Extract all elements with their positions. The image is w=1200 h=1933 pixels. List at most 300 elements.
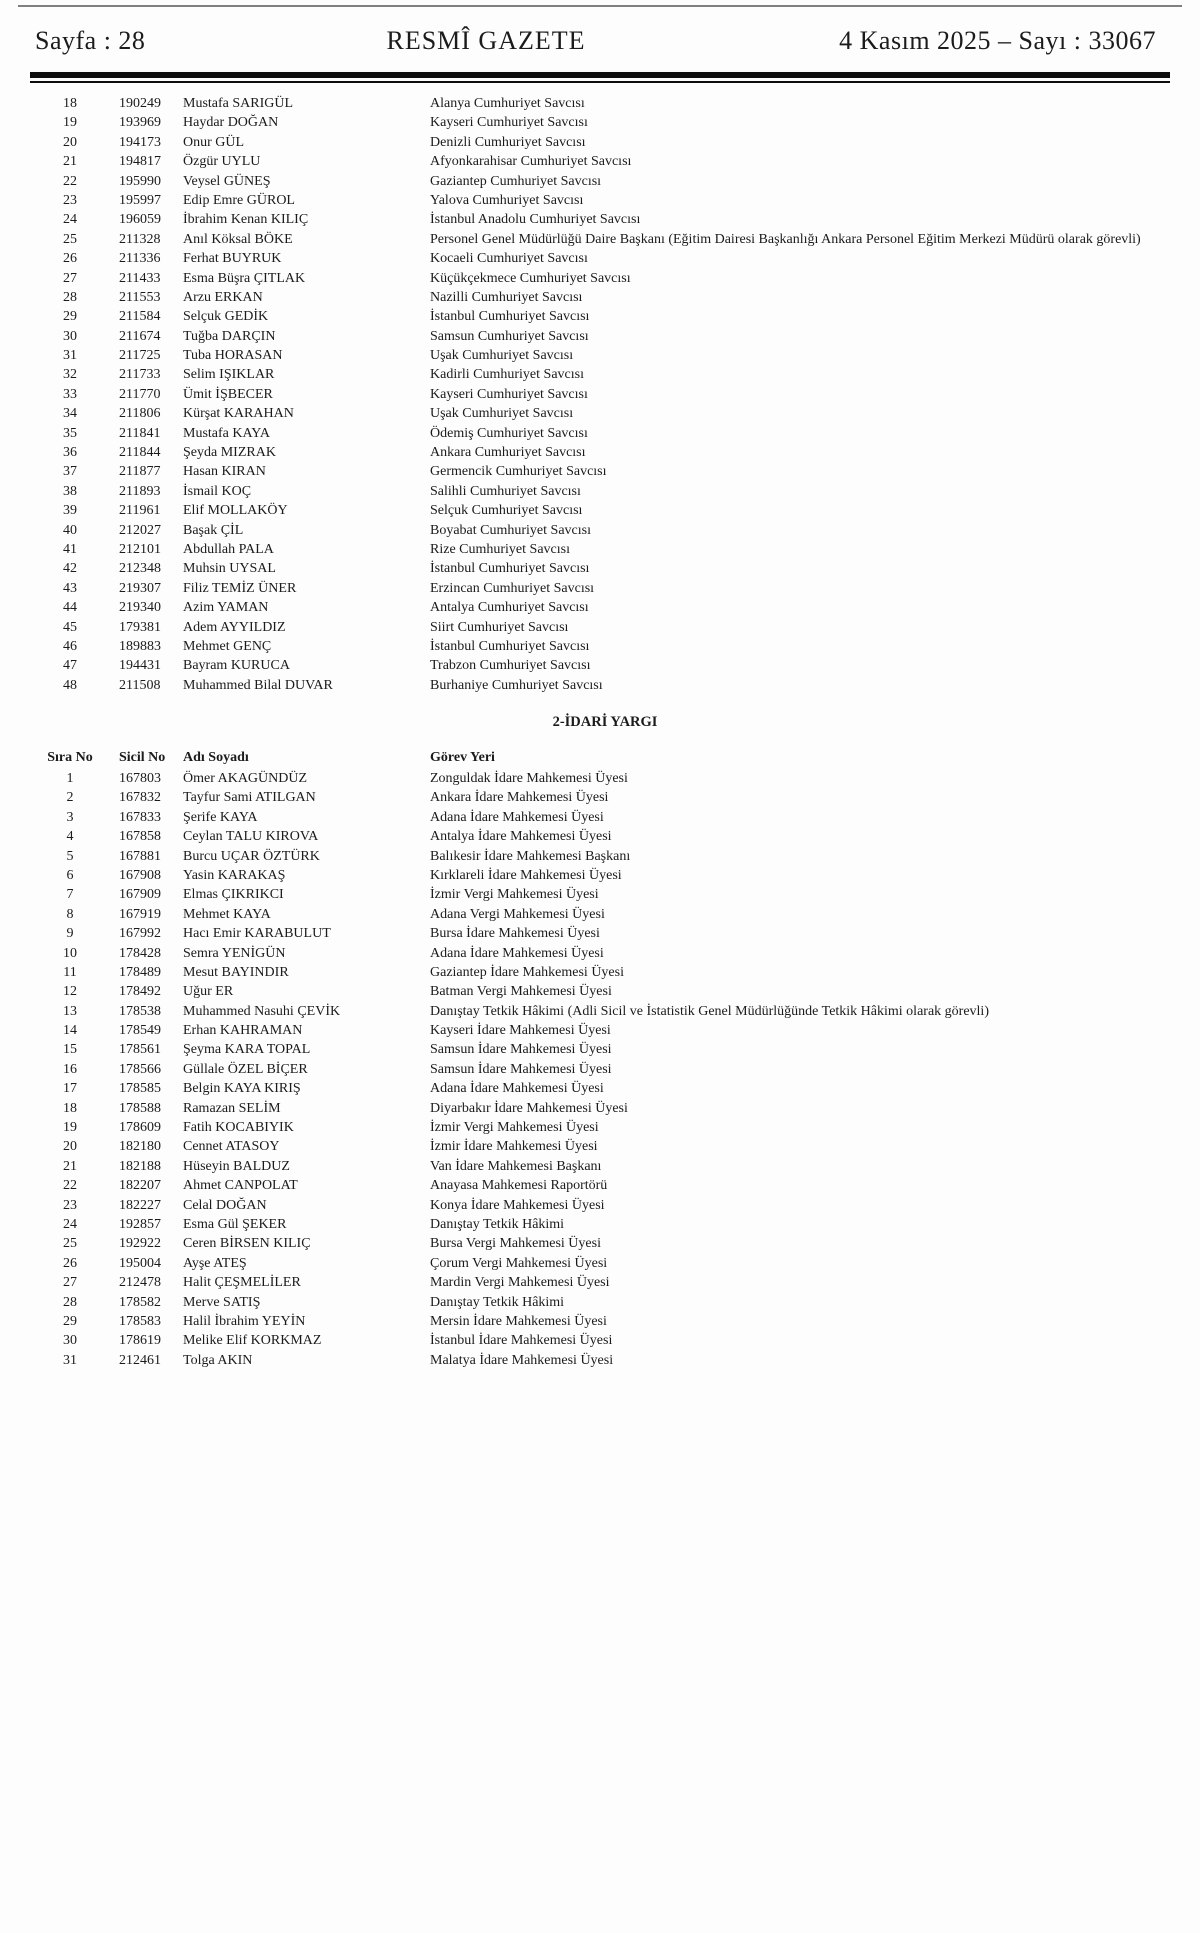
row-name: İsmail KOÇ — [183, 483, 252, 499]
row-duty: İstanbul Anadolu Cumhuriyet Savcısı — [430, 212, 641, 228]
row-duty: Samsun İdare Mahkemesi Üyesi — [430, 1061, 612, 1077]
row-sicil: 167908 — [119, 867, 161, 883]
row-duty: Yalova Cumhuriyet Savcısı — [430, 192, 584, 208]
row-duty: Kırklareli İdare Mahkemesi Üyesi — [430, 867, 622, 883]
row-sicil: 179381 — [119, 619, 161, 635]
table-row — [0, 788, 1200, 807]
row-duty: Adana İdare Mahkemesi Üyesi — [430, 945, 604, 961]
column-header-sicil-no: Sicil No — [119, 750, 166, 765]
row-no: 32 — [63, 367, 77, 383]
row-no: 41 — [63, 541, 77, 557]
table-row — [0, 172, 1200, 191]
row-sicil: 178585 — [119, 1081, 161, 1097]
row-sicil: 219340 — [119, 600, 161, 616]
table-row — [0, 1137, 1200, 1156]
row-name: Tuba HORASAN — [183, 348, 283, 364]
row-sicil: 178549 — [119, 1023, 161, 1039]
table-row — [0, 637, 1200, 656]
row-name: Arzu ERKAN — [183, 289, 263, 305]
table-row — [0, 327, 1200, 346]
row-duty: Bursa İdare Mahkemesi Üyesi — [430, 926, 600, 942]
row-no: 17 — [63, 1081, 77, 1097]
table-row — [0, 269, 1200, 288]
row-name: Ceren BİRSEN KILIÇ — [183, 1236, 311, 1252]
table-row — [0, 152, 1200, 171]
row-name: Esma Gül ŞEKER — [183, 1216, 287, 1232]
row-no: 43 — [63, 580, 77, 596]
row-sicil: 178492 — [119, 984, 161, 1000]
table-row — [0, 133, 1200, 152]
column-header-gorev-yeri: Görev Yeri — [430, 750, 495, 765]
row-duty: Alanya Cumhuriyet Savcısı — [430, 96, 585, 111]
row-no: 9 — [66, 926, 74, 942]
row-no: 26 — [63, 251, 77, 267]
table-row — [0, 559, 1200, 578]
row-duty: Danıştay Tetkik Hâkimi — [430, 1216, 565, 1232]
table-row — [0, 676, 1200, 695]
table-row — [0, 847, 1200, 866]
row-sicil: 211844 — [119, 445, 161, 461]
row-sicil: 195997 — [119, 192, 161, 208]
row-name: Fatih KOCABIYIK — [183, 1120, 294, 1136]
row-duty: İstanbul Cumhuriyet Savcısı — [430, 309, 590, 325]
row-sicil: 192857 — [119, 1216, 161, 1232]
row-duty: Denizli Cumhuriyet Savcısı — [430, 134, 586, 150]
row-no: 29 — [63, 309, 77, 325]
row-duty: Burhaniye Cumhuriyet Savcısı — [430, 677, 603, 693]
row-sicil: 178428 — [119, 945, 161, 961]
row-name: Azim YAMAN — [183, 600, 269, 616]
row-duty: Anayasa Mahkemesi Raportörü — [430, 1178, 608, 1194]
row-no: 21 — [63, 1158, 77, 1174]
row-duty: İstanbul Cumhuriyet Savcısı — [430, 638, 590, 654]
row-no: 2 — [66, 790, 74, 806]
table-row — [0, 365, 1200, 384]
table-row — [0, 1079, 1200, 1098]
row-no: 31 — [63, 1352, 77, 1368]
row-sicil: 193969 — [119, 115, 161, 131]
row-name: Merve SATIŞ — [183, 1294, 261, 1310]
row-sicil: 190249 — [119, 96, 161, 111]
row-name: Abdullah PALA — [183, 541, 274, 557]
row-duty: Salihli Cumhuriyet Savcısı — [430, 483, 581, 499]
row-no: 21 — [63, 154, 77, 170]
row-sicil: 167909 — [119, 887, 161, 903]
table-header-row — [0, 748, 1200, 767]
row-duty: Çorum Vergi Mahkemesi Üyesi — [430, 1255, 608, 1271]
table-row — [0, 1312, 1200, 1331]
table-row — [0, 1176, 1200, 1195]
row-duty: Ankara İdare Mahkemesi Üyesi — [430, 790, 609, 806]
row-no: 13 — [63, 1003, 77, 1019]
row-no: 27 — [63, 1275, 77, 1291]
row-duty: Kayseri Cumhuriyet Savcısı — [430, 115, 588, 131]
row-no: 35 — [63, 425, 77, 441]
row-name: Onur GÜL — [183, 134, 245, 150]
row-duty: Zonguldak İdare Mahkemesi Üyesi — [430, 771, 628, 786]
row-name: Ömer AKAGÜNDÜZ — [183, 771, 308, 786]
table-row — [0, 1099, 1200, 1118]
row-duty: Malatya İdare Mahkemesi Üyesi — [430, 1352, 614, 1368]
row-name: Anıl Köksal BÖKE — [183, 231, 293, 247]
row-name: Selçuk GEDİK — [183, 309, 269, 325]
table-row — [0, 404, 1200, 423]
row-name: Hacı Emir KARABULUT — [183, 926, 331, 942]
row-duty: Küçükçekmece Cumhuriyet Savcısı — [430, 270, 631, 286]
row-no: 14 — [63, 1023, 77, 1039]
row-duty: Balıkesir İdare Mahkemesi Başkanı — [430, 848, 631, 864]
row-name: Şerife KAYA — [183, 809, 258, 825]
row-name: Selim IŞIKLAR — [183, 367, 275, 383]
row-no: 44 — [63, 600, 77, 616]
table-row — [0, 307, 1200, 326]
row-no: 28 — [63, 289, 77, 305]
scan-artifact-line — [18, 5, 1182, 7]
row-sicil: 211841 — [119, 425, 161, 441]
row-duty: Kadirli Cumhuriyet Savcısı — [430, 367, 584, 383]
row-duty: Mardin Vergi Mahkemesi Üyesi — [430, 1275, 610, 1291]
row-sicil: 194173 — [119, 134, 161, 150]
table-row — [0, 230, 1200, 249]
row-duty: Erzincan Cumhuriyet Savcısı — [430, 580, 595, 596]
row-name: Şeyma KARA TOPAL — [183, 1042, 311, 1058]
row-name: Ahmet CANPOLAT — [183, 1178, 298, 1194]
table-row — [0, 1196, 1200, 1215]
row-sicil: 196059 — [119, 212, 161, 228]
row-no: 34 — [63, 406, 77, 422]
row-no: 30 — [63, 1333, 77, 1349]
table-row — [0, 1002, 1200, 1021]
row-sicil: 195004 — [119, 1255, 161, 1271]
row-sicil: 211733 — [119, 367, 161, 383]
row-sicil: 211877 — [119, 464, 161, 480]
row-no: 8 — [66, 906, 74, 922]
table-row — [0, 346, 1200, 365]
gazette-title: RESMÎ GAZETE — [386, 26, 586, 55]
table-row — [0, 443, 1200, 462]
row-no: 18 — [63, 96, 77, 111]
row-no: 24 — [63, 212, 77, 228]
row-sicil: 211584 — [119, 309, 161, 325]
row-no: 26 — [63, 1255, 77, 1271]
row-sicil: 194431 — [119, 658, 161, 674]
row-name: Güllale ÖZEL BİÇER — [183, 1061, 308, 1077]
row-no: 33 — [63, 386, 77, 402]
row-sicil: 211770 — [119, 386, 161, 402]
table-row — [0, 1118, 1200, 1137]
row-name: Burcu UÇAR ÖZTÜRK — [183, 848, 320, 864]
row-duty: Van İdare Mahkemesi Başkanı — [430, 1158, 602, 1174]
row-name: Elmas ÇIKRIKCI — [183, 887, 284, 903]
row-sicil: 178489 — [119, 964, 161, 980]
row-sicil: 178561 — [119, 1042, 161, 1058]
row-name: Haydar DOĞAN — [183, 115, 279, 131]
row-sicil: 178588 — [119, 1100, 161, 1116]
row-sicil: 211893 — [119, 483, 161, 499]
row-name: Şeyda MIZRAK — [183, 445, 276, 461]
table-row — [0, 385, 1200, 404]
row-sicil: 189883 — [119, 638, 161, 654]
row-duty: Danıştay Tetkik Hâkimi — [430, 1294, 565, 1310]
row-duty: Boyabat Cumhuriyet Savcısı — [430, 522, 591, 538]
row-no: 22 — [63, 1178, 77, 1194]
row-no: 20 — [63, 134, 77, 150]
row-no: 23 — [63, 192, 77, 208]
row-no: 28 — [63, 1294, 77, 1310]
row-duty: Antalya İdare Mahkemesi Üyesi — [430, 829, 612, 845]
row-name: Tolga AKIN — [183, 1352, 253, 1368]
row-sicil: 167832 — [119, 790, 161, 806]
row-no: 48 — [63, 677, 77, 693]
row-duty: Adana İdare Mahkemesi Üyesi — [430, 809, 604, 825]
row-duty: Kayseri Cumhuriyet Savcısı — [430, 386, 588, 402]
row-no: 15 — [63, 1042, 77, 1058]
row-name: Mustafa SARIGÜL — [183, 96, 294, 111]
administrative-appointments-table — [0, 769, 1200, 1370]
row-name: Halil İbrahim YEYİN — [183, 1313, 306, 1329]
table-row — [0, 1351, 1200, 1370]
row-name: Ramazan SELİM — [183, 1100, 281, 1116]
row-duty: Rize Cumhuriyet Savcısı — [430, 541, 570, 557]
row-no: 24 — [63, 1216, 77, 1232]
column-header-sira-no: Sıra No — [47, 750, 93, 765]
row-name: Celal DOĞAN — [183, 1197, 267, 1213]
row-duty: İzmir İdare Mahkemesi Üyesi — [430, 1139, 598, 1155]
row-no: 6 — [66, 867, 74, 883]
row-sicil: 182227 — [119, 1197, 161, 1213]
row-no: 38 — [63, 483, 77, 499]
row-sicil: 211328 — [119, 231, 161, 247]
table-row — [0, 1234, 1200, 1253]
table-row — [0, 808, 1200, 827]
masthead-rule-thick — [30, 72, 1170, 78]
row-sicil: 211725 — [119, 348, 161, 364]
row-sicil: 211336 — [119, 251, 161, 267]
row-sicil: 178566 — [119, 1061, 161, 1077]
row-name: Mesut BAYINDIR — [183, 964, 289, 980]
row-duty: Ankara Cumhuriyet Savcısı — [430, 445, 586, 461]
row-no: 23 — [63, 1197, 77, 1213]
row-sicil: 211433 — [119, 270, 161, 286]
table-row — [0, 288, 1200, 307]
row-no: 45 — [63, 619, 77, 635]
row-sicil: 212478 — [119, 1275, 161, 1291]
row-name: İbrahim Kenan KILIÇ — [183, 212, 309, 228]
row-no: 36 — [63, 445, 77, 461]
row-sicil: 211806 — [119, 406, 161, 422]
row-sicil: 182188 — [119, 1158, 161, 1174]
row-name: Melike Elif KORKMAZ — [183, 1333, 322, 1349]
row-duty: İstanbul Cumhuriyet Savcısı — [430, 561, 590, 577]
row-name: Kürşat KARAHAN — [183, 406, 294, 422]
table-row — [0, 963, 1200, 982]
table-row — [0, 501, 1200, 520]
table-row — [0, 769, 1200, 788]
row-no: 12 — [63, 984, 77, 1000]
row-duty: Diyarbakır İdare Mahkemesi Üyesi — [430, 1100, 628, 1116]
row-sicil: 195990 — [119, 173, 161, 189]
issue-date-label: 4 Kasım 2025 – Sayı : 33067 — [839, 26, 1156, 55]
row-duty: Kocaeli Cumhuriyet Savcısı — [430, 251, 588, 267]
row-name: Elif MOLLAKÖY — [183, 503, 288, 519]
row-no: 20 — [63, 1139, 77, 1155]
row-sicil: 178609 — [119, 1120, 161, 1136]
page-number-label: Sayfa : 28 — [35, 26, 146, 55]
row-duty: Uşak Cumhuriyet Savcısı — [430, 348, 574, 364]
row-no: 16 — [63, 1061, 77, 1077]
table-row — [0, 579, 1200, 598]
row-sicil: 167992 — [119, 926, 161, 942]
row-sicil: 192922 — [119, 1236, 161, 1252]
table-row — [0, 191, 1200, 210]
row-duty: Samsun Cumhuriyet Savcısı — [430, 328, 589, 344]
table-row — [0, 866, 1200, 885]
row-duty: Germencik Cumhuriyet Savcısı — [430, 464, 607, 480]
row-no: 40 — [63, 522, 77, 538]
row-sicil: 167881 — [119, 848, 161, 864]
row-sicil: 182180 — [119, 1139, 161, 1155]
row-duty: Antalya Cumhuriyet Savcısı — [430, 600, 589, 616]
table-row — [0, 1331, 1200, 1350]
row-no: 25 — [63, 231, 77, 247]
row-name: Tayfur Sami ATILGAN — [183, 790, 316, 806]
table-row — [0, 618, 1200, 637]
row-no: 27 — [63, 270, 77, 286]
table-row — [0, 1254, 1200, 1273]
row-no: 19 — [63, 115, 77, 131]
row-name: Mehmet KAYA — [183, 906, 271, 922]
row-no: 1 — [66, 771, 74, 786]
row-duty: Adana İdare Mahkemesi Üyesi — [430, 1081, 604, 1097]
table-row — [0, 540, 1200, 559]
judicial-appointments-table — [0, 94, 1200, 695]
row-no: 19 — [63, 1120, 77, 1136]
row-name: Ceylan TALU KIROVA — [183, 829, 319, 845]
table-row — [0, 462, 1200, 481]
row-name: Adem AYYILDIZ — [183, 619, 286, 635]
row-name: Tuğba DARÇIN — [183, 328, 276, 344]
row-name: Hasan KIRAN — [183, 464, 266, 480]
row-name: Özgür UYLU — [183, 154, 261, 170]
table-row — [0, 944, 1200, 963]
row-duty: Danıştay Tetkik Hâkimi (Adli Sicil ve İstatistik Genel Müdürlüğünde Tetkik Hâkimi olarak görevli) — [430, 1003, 989, 1019]
row-no: 39 — [63, 503, 77, 519]
row-sicil: 167803 — [119, 771, 161, 786]
row-name: Muhammed Nasuhi ÇEVİK — [183, 1003, 341, 1019]
masthead-rule-thin — [30, 81, 1170, 83]
row-sicil: 212348 — [119, 561, 161, 577]
row-duty: Adana Vergi Mahkemesi Üyesi — [430, 906, 605, 922]
row-name: Belgin KAYA KIRIŞ — [183, 1081, 301, 1097]
row-duty: Siirt Cumhuriyet Savcısı — [430, 619, 569, 635]
table-row — [0, 1060, 1200, 1079]
row-name: Mustafa KAYA — [183, 425, 270, 441]
row-duty: Gaziantep İdare Mahkemesi Üyesi — [430, 964, 624, 980]
row-sicil: 182207 — [119, 1178, 161, 1194]
row-sicil: 211553 — [119, 289, 161, 305]
table-row — [0, 598, 1200, 617]
section-title-idari-yargi: 2-İDARİ YARGI — [552, 714, 658, 730]
row-duty: Gaziantep Cumhuriyet Savcısı — [430, 173, 602, 189]
row-sicil: 178619 — [119, 1333, 161, 1349]
table-row — [0, 982, 1200, 1001]
row-sicil: 211508 — [119, 677, 161, 693]
row-name: Başak ÇİL — [183, 522, 244, 538]
row-name: Hüseyin BALDUZ — [183, 1158, 290, 1174]
row-duty: Bursa Vergi Mahkemesi Üyesi — [430, 1236, 601, 1252]
row-no: 3 — [66, 809, 74, 825]
table-row — [0, 482, 1200, 501]
row-duty: Personel Genel Müdürlüğü Daire Başkanı (Eğitim Dairesi Başkanlığı Ankara Personel Eğitim Merkezi Müdürü olarak görevli) — [430, 231, 1141, 247]
row-name: Mehmet GENÇ — [183, 638, 272, 654]
row-name: Yasin KARAKAŞ — [183, 867, 286, 883]
row-sicil: 178582 — [119, 1294, 161, 1310]
row-sicil: 178583 — [119, 1313, 161, 1329]
row-name: Cennet ATASOY — [183, 1139, 280, 1155]
column-header-adi-soyadi: Adı Soyadı — [183, 750, 249, 765]
table-row — [0, 1021, 1200, 1040]
row-no: 22 — [63, 173, 77, 189]
row-no: 29 — [63, 1313, 77, 1329]
row-duty: İzmir Vergi Mahkemesi Üyesi — [430, 1120, 599, 1136]
row-sicil: 178538 — [119, 1003, 161, 1019]
table-row — [0, 885, 1200, 904]
table-row — [0, 656, 1200, 675]
table-row — [0, 1273, 1200, 1292]
row-no: 4 — [66, 829, 74, 845]
row-name: Muhsin UYSAL — [183, 561, 276, 577]
row-sicil: 211674 — [119, 328, 161, 344]
row-name: Ayşe ATEŞ — [183, 1255, 247, 1271]
row-no: 30 — [63, 328, 77, 344]
row-duty: Afyonkarahisar Cumhuriyet Savcısı — [430, 154, 632, 170]
row-name: Muhammed Bilal DUVAR — [183, 677, 333, 693]
row-no: 25 — [63, 1236, 77, 1252]
row-duty: Nazilli Cumhuriyet Savcısı — [430, 289, 583, 305]
table-row — [0, 905, 1200, 924]
row-no: 31 — [63, 348, 77, 364]
row-no: 11 — [63, 964, 77, 980]
header-row — [0, 748, 1200, 767]
row-sicil: 212027 — [119, 522, 161, 538]
row-name: Erhan KAHRAMAN — [183, 1023, 303, 1039]
row-name: Bayram KURUCA — [183, 658, 290, 674]
row-name: Veysel GÜNEŞ — [183, 173, 271, 189]
table-row — [0, 924, 1200, 943]
row-sicil: 167858 — [119, 829, 161, 845]
row-no: 42 — [63, 561, 77, 577]
row-duty: İzmir Vergi Mahkemesi Üyesi — [430, 887, 599, 903]
table-row — [0, 1157, 1200, 1176]
table-row — [0, 424, 1200, 443]
row-no: 47 — [63, 658, 77, 674]
row-duty: Kayseri İdare Mahkemesi Üyesi — [430, 1023, 611, 1039]
row-duty: Batman Vergi Mahkemesi Üyesi — [430, 984, 612, 1000]
row-duty: Mersin İdare Mahkemesi Üyesi — [430, 1313, 607, 1329]
row-duty: İstanbul İdare Mahkemesi Üyesi — [430, 1333, 613, 1349]
row-sicil: 167919 — [119, 906, 161, 922]
table-row — [0, 94, 1200, 113]
row-duty: Ödemiş Cumhuriyet Savcısı — [430, 425, 588, 441]
row-name: Halit ÇEŞMELİLER — [183, 1275, 301, 1291]
table-row — [0, 827, 1200, 846]
row-no: 18 — [63, 1100, 77, 1116]
table-row — [0, 210, 1200, 229]
row-name: Edip Emre GÜROL — [183, 192, 295, 208]
row-name: Semra YENİGÜN — [183, 945, 286, 961]
row-name: Ferhat BUYRUK — [183, 251, 282, 267]
row-sicil: 219307 — [119, 580, 161, 596]
